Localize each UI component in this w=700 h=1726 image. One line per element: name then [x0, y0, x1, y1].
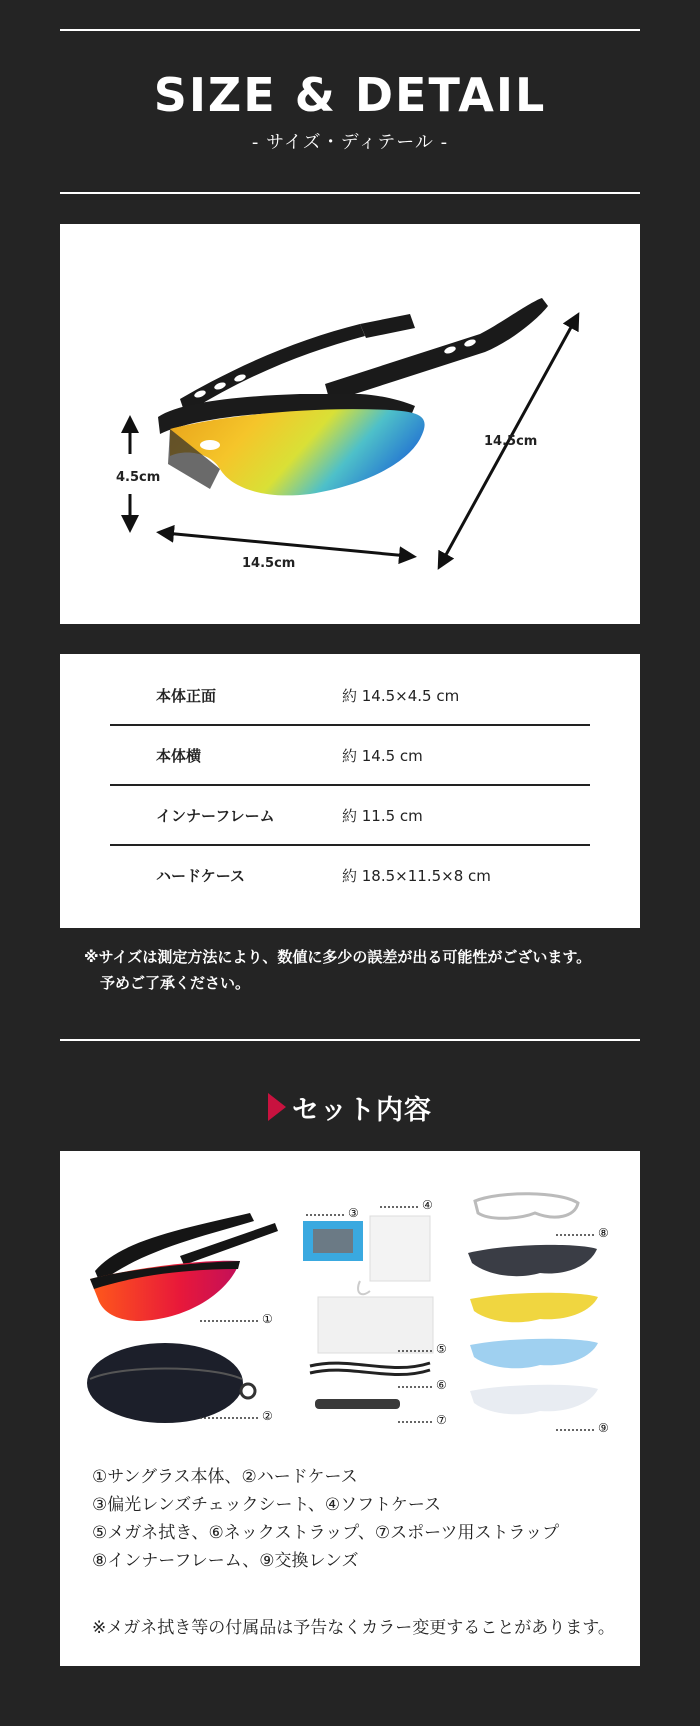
size-note	[84, 944, 664, 996]
table-row	[110, 725, 590, 785]
dimension-image-panel	[60, 224, 640, 624]
list-item: ①サングラス本体、②ハードケース	[92, 1467, 358, 1487]
marker-5: ⑤	[436, 1342, 447, 1356]
size-note-line2: 予めご了承ください。	[100, 974, 251, 992]
table-row	[110, 666, 590, 725]
marker-7: ⑦	[436, 1413, 447, 1427]
spec-label: 本体正面	[110, 666, 342, 725]
spec-value: 約 14.5 cm	[342, 725, 590, 785]
marker-3: ③	[348, 1206, 359, 1220]
triangle-marker-icon	[268, 1093, 286, 1121]
spec-label: ハードケース	[156, 866, 245, 885]
width-dimension-label: 14.5cm	[242, 556, 296, 571]
table-row	[110, 785, 590, 845]
section-subtitle: - サイズ・ディテール -	[251, 132, 449, 153]
list-item: ⑤メガネ拭き、⑥ネックストラップ、⑦スポーツ用ストラップ	[92, 1523, 560, 1543]
list-item: ⑧インナーフレーム、⑨交換レンズ	[92, 1551, 359, 1571]
marker-6: ⑥	[436, 1378, 447, 1392]
marker-2: ②	[262, 1409, 273, 1423]
height-dimension-label: 4.5cm	[116, 470, 161, 485]
set-items-list	[92, 1463, 559, 1575]
spec-label: 本体横	[110, 725, 342, 785]
spec-value: 約 14.5×4.5 cm	[342, 666, 590, 725]
sunglasses-dimension-illustration	[60, 224, 640, 624]
accessory-notice: ※メガネ拭き等の付属品は予告なくカラー変更することがあります。	[92, 1618, 615, 1638]
spec-label: インナーフレーム	[110, 785, 342, 845]
title-divider	[60, 192, 640, 194]
set-contents-title: セット内容	[0, 1088, 700, 1127]
marker-8: ⑧	[598, 1226, 609, 1240]
size-note-line1: ※サイズは測定方法により、数値に多少の誤差が出る可能性がございます。	[84, 948, 592, 966]
spec-table	[110, 666, 590, 904]
marker-1: ①	[262, 1312, 273, 1326]
set-contents-panel	[60, 1151, 640, 1666]
table-row	[110, 845, 590, 904]
depth-dimension-label: 14.5cm	[484, 434, 538, 449]
set-contents-illustration	[60, 1151, 640, 1441]
spec-table-panel	[60, 654, 640, 928]
set-divider	[60, 1039, 640, 1041]
section-title: SIZE & DETAIL	[153, 68, 547, 122]
list-item: ③偏光レンズチェックシート、④ソフトケース	[92, 1495, 441, 1515]
spec-value: 約 11.5 cm	[342, 785, 590, 845]
marker-9: ⑨	[598, 1421, 609, 1435]
marker-4: ④	[422, 1198, 433, 1212]
spec-value: 約 18.5×11.5×8 cm	[342, 866, 491, 885]
top-divider	[60, 29, 640, 31]
